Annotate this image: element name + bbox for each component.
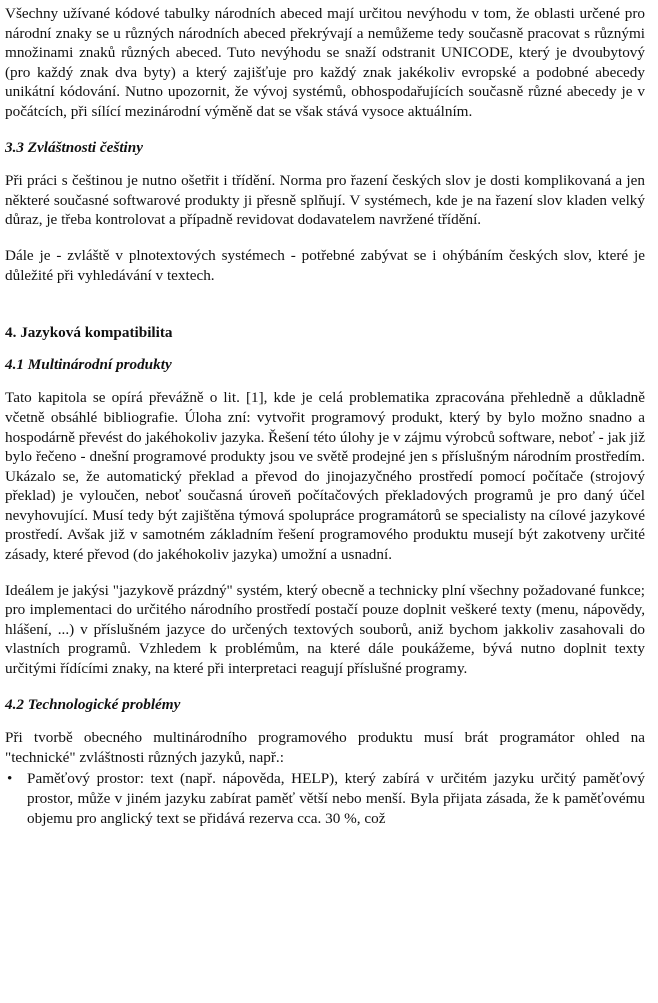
section-heading-4: 4. Jazyková kompatibilita: [5, 324, 173, 342]
paragraph-sorting: Při práci s češtinou je nutno ošetřit i třídění. Norma pro řazení českých slov je dosti komplikovaná a jen některé současné softwarové produkty ji přesně splňují. V systémech, kde je na řazení slov kladen velký důraz, je třeba kontrolovat a případně revidovat dodavatelem navržené třídění.: [5, 172, 645, 229]
paragraph-multinational-2: Ideálem je jakýsi "jazykově prázdný" systém, který obecně a technicky plní všechny požadované funkce; pro implementaci do určitého národního prostředí postačí pouze doplnit veškeré texty (menu, nápovědy, hlášení, ...) v příslušném jazyce do určených textových souborů, aniž bychom jakkoliv zasahovali do vlastních programů. Vzhledem k problémům, na které dále poukážeme, bývá nutno doplnit texty určitými řídícími znaky, na které při interpretaci reagují příslušné programy.: [5, 581, 645, 678]
list-item-text: Paměťový prostor: text (např. nápověda, HELP), který zabírá v určitém jazyku určitý paměťový prostor, může v jiném jazyku zabírat paměť větší nebo menší. Byla přijata zásada, že k paměťovému objemu pro anglický text se přidává rezerva cca. 30 %, což: [27, 770, 645, 827]
paragraph-technological: Při tvorbě obecného multinárodního programového produktu musí brát programátor ohled na "technické" zvláštnosti různých jazyků, např.:: [5, 729, 645, 766]
section-heading-4-1: 4.1 Multinárodní produkty: [5, 355, 172, 373]
paragraph-multinational-1: Tato kapitola se opírá převážně o lit. [1], kde je celá problematika zpracována přehledně a důkladně včetně obsáhlé bibliografie. Úloha zní: vytvořit programový produkt, který by bylo možno snadno a hospodárně převést do jakéhokoliv jazyka. Řešení této úlohy je v zájmu výrobců software, neboť - jak již bylo řečeno - dnešní programové produkty jsou ve světě prodejné jen s příslušným národním prostředím. Ukázalo se, že automatický překlad a převod do jinojazyčného prostředí pomocí počítače (strojový překlad) je vyloučen, neboť současná úroveň počítačových překladových programů je pro daný účel nevyhovující. Musí tedy být zajištěna týmová spolupráce programátorů se specialisty na cílové jazykové prostředí. Avšak již v samotném základním řešení programového produktu musejí být zakotveny určité zásady, které převod (do jakéhokoliv jazyka) umožní a usnadní.: [5, 389, 645, 564]
paragraph-inflection: Dále je - zvláště v plnotextových systémech - potřebné zabývat se i ohýbáním českých slov, které je důležité při vyhledávání v textech.: [5, 246, 645, 284]
bullet-marker: •: [7, 770, 13, 788]
paragraph-intro: Všechny užívané kódové tabulky národních abeced mají určitou nevýhodu v tom, že oblasti určené pro národní znaky se u různých národních abeced překrývají a nemůžeme tedy současně pracovat s různými množinami znaků různých abeced. Tuto nevýhodu se snaží odstranit UNICODE, který je dvoubytový (pro každý znak dva byty) a který zajišťuje pro každý znak jakékoliv evropské a podobné abecedy unikátní kódování. Nutno upozornit, že vývoj systémů, obhospodařujících současně různé abecedy je v počátcích, při sílící mezinárodní výměně dat se však stává vysoce aktuálním.: [5, 5, 645, 120]
document-page: [5, 0, 645, 828]
section-heading-3-3: 3.3 Zvláštnosti češtiny: [5, 138, 143, 156]
bullet-list: [5, 769, 645, 828]
section-heading-4-2: 4.2 Technologické problémy: [5, 695, 181, 713]
list-item: [5, 769, 645, 828]
